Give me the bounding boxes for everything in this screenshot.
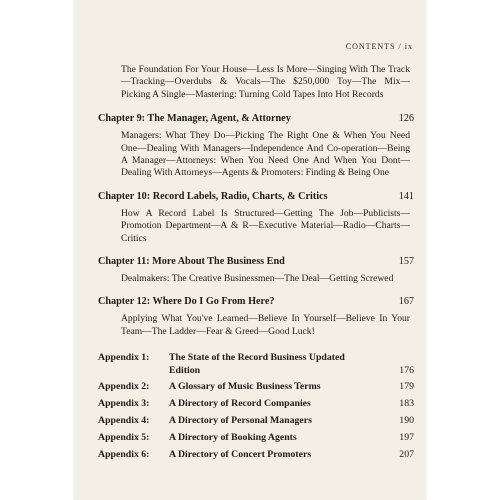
toc-content bbox=[98, 64, 414, 465]
appendix-label: Appendix 3: bbox=[98, 398, 150, 410]
appendix-row bbox=[98, 398, 414, 410]
chapter-title: Chapter 10: Record Labels, Radio, Charts, & Critics bbox=[98, 190, 328, 202]
chapter-title: Chapter 12: Where Do I Go From Here? bbox=[98, 296, 275, 308]
appendix-row bbox=[98, 381, 414, 393]
appendix-title: The State of the Record Business Updated Edition bbox=[169, 352, 345, 376]
appendix-list bbox=[98, 352, 414, 461]
chapter-description: Applying What You've Learned—Believe In Yourself—Believe In Your Team—The Ladder—Fear & Greed—Good Luck! bbox=[121, 313, 410, 337]
appendix-row bbox=[98, 415, 414, 427]
appendix-row bbox=[98, 352, 414, 377]
appendix-title: A Directory of Personal Managers bbox=[169, 415, 312, 427]
chapter-9 bbox=[98, 112, 414, 180]
appendix-title: A Directory of Booking Agents bbox=[169, 431, 297, 443]
chapter-title: Chapter 11: More About The Business End bbox=[98, 256, 285, 268]
appendix-label: Appendix 5: bbox=[98, 431, 150, 443]
appendix-label: Appendix 2: bbox=[98, 381, 150, 393]
appendix-page: 207 bbox=[399, 448, 414, 460]
intro-description: The Foundation For Your House—Less Is More—Singing With The Track—Tracking—Overdubs & Vocals—The $250,000 Toy—The Mix—Picking A Single—Mastering: Turning Cold Tapes Into Hot Records bbox=[121, 64, 410, 100]
appendix-row bbox=[98, 432, 414, 444]
chapter-12 bbox=[98, 295, 414, 338]
appendix-label: Appendix 1: bbox=[98, 352, 150, 364]
appendix-page: 183 bbox=[399, 398, 414, 410]
chapter-10 bbox=[98, 190, 414, 245]
chapter-page: 126 bbox=[398, 113, 414, 125]
appendix-label: Appendix 6: bbox=[98, 448, 150, 460]
chapter-page: 141 bbox=[398, 190, 414, 202]
chapter-description: Dealmakers: The Creative Businessmen—The Deal—Getting Screwed bbox=[121, 273, 394, 285]
running-head: CONTENTS / ix bbox=[345, 42, 413, 51]
appendix-page: 197 bbox=[399, 431, 414, 443]
chapter-description: How A Record Label Is Structured—Getting The Job—Publicists—Promotion Department—A & R—Executive Material—Radio—Charts—Critics bbox=[121, 207, 410, 244]
appendix-title: A Directory of Record Companies bbox=[169, 398, 311, 410]
chapter-page: 157 bbox=[398, 256, 414, 268]
appendix-title: A Glossary of Music Business Terms bbox=[169, 381, 321, 393]
appendix-label: Appendix 4: bbox=[98, 415, 150, 427]
chapter-title: Chapter 9: The Manager, Agent, & Attorney bbox=[98, 113, 291, 125]
appendix-page: 190 bbox=[399, 415, 414, 427]
chapter-description: Managers: What They Do—Picking The Right One & When You Need One—Dealing With Managers—Independence And Co-operation—Being A Manager—Attorneys: When You Need One And When You Dont—Dealing With Attorneys—Agents & Promoters: Finding & Being One bbox=[121, 130, 410, 179]
appendix-page: 179 bbox=[399, 381, 414, 393]
chapter-11 bbox=[98, 255, 414, 285]
appendix-page: 176 bbox=[399, 364, 414, 376]
chapter-page: 167 bbox=[398, 296, 414, 308]
appendix-row bbox=[98, 449, 414, 461]
book-page bbox=[74, 0, 426, 500]
appendix-title: A Directory of Concert Promoters bbox=[169, 448, 312, 460]
